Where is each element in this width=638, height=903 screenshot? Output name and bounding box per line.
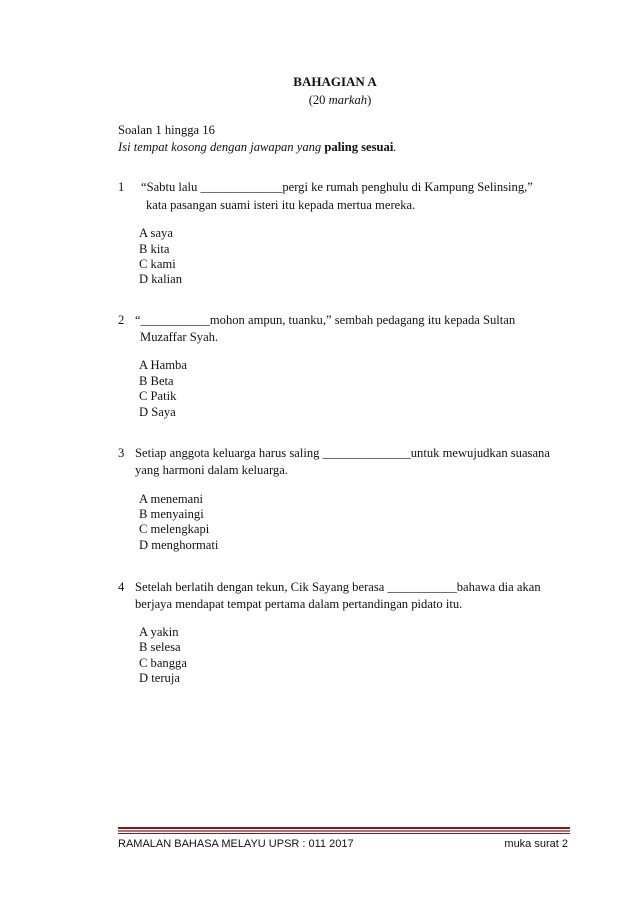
marks-word: markah xyxy=(328,93,368,107)
question-number: 4 xyxy=(118,580,125,594)
question-text-line: Setiap anggota keluarga harus saling ______________untuk mewujudkan suasana xyxy=(135,446,550,460)
section-marks xyxy=(0,93,638,108)
question-text-line: berjaya mendapat tempat pertama dalam pertandingan pidato itu. xyxy=(135,597,463,611)
option-c[interactable]: C melengkapi xyxy=(139,522,210,536)
marks-close: ) xyxy=(367,93,372,107)
instruction-text xyxy=(118,140,397,155)
instruction-prefix: Isi tempat kosong dengan jawapan yang xyxy=(118,140,325,154)
option-d[interactable]: D menghormati xyxy=(139,538,219,552)
option-a[interactable]: A Hamba xyxy=(139,358,187,372)
option-d[interactable]: D teruja xyxy=(139,671,180,685)
option-b[interactable]: B menyaingi xyxy=(139,507,204,521)
option-a[interactable]: A yakin xyxy=(139,625,179,639)
instruction-suffix: . xyxy=(393,140,397,154)
option-c[interactable]: C kami xyxy=(139,257,176,271)
question-number: 3 xyxy=(118,446,125,460)
option-b[interactable]: B selesa xyxy=(139,640,181,654)
question-text-line: Muzaffar Syah. xyxy=(140,330,219,344)
instruction-emphasis: paling sesuai xyxy=(324,140,394,154)
option-d[interactable]: D Saya xyxy=(139,405,176,419)
option-b[interactable]: B Beta xyxy=(139,374,174,388)
question-number: 1 xyxy=(118,180,125,194)
footer-title: RAMALAN BAHASA MELAYU UPSR : 011 2017 xyxy=(118,838,354,850)
option-a[interactable]: A menemani xyxy=(139,492,204,506)
option-b[interactable]: B kita xyxy=(139,242,170,256)
question-text-line: yang harmoni dalam keluarga. xyxy=(135,463,288,477)
question-number: 2 xyxy=(118,313,125,327)
option-a[interactable]: A saya xyxy=(139,226,173,240)
question-text-line: kata pasangan suami isteri itu kepada mertua mereka. xyxy=(146,198,416,212)
footer-rule xyxy=(118,827,570,834)
instruction-range: Soalan 1 hingga 16 xyxy=(118,123,215,137)
page-number: muka surat 2 xyxy=(504,838,568,850)
marks-open: (20 xyxy=(308,93,329,107)
question-text-line: “Sabtu lalu _____________pergi ke rumah penghulu di Kampung Selinsing,” xyxy=(141,180,533,194)
option-d[interactable]: D kalian xyxy=(139,272,183,286)
question-text-line: “___________mohon ampun, tuanku,” sembah pedagang itu kepada Sultan xyxy=(135,313,516,327)
question-text-line: Setelah berlatih dengan tekun, Cik Sayang berasa ___________bahawa dia akan xyxy=(135,580,541,594)
option-c[interactable]: C bangga xyxy=(139,656,187,670)
option-c[interactable]: C Patik xyxy=(139,389,177,403)
section-title: BAHAGIAN A xyxy=(293,74,377,89)
